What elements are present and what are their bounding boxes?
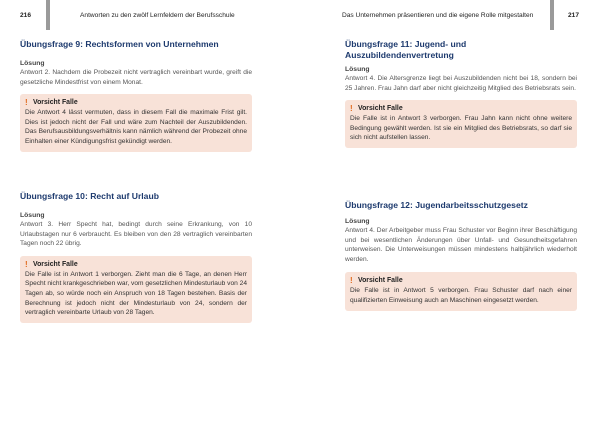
solution-label: Lösung — [345, 218, 370, 225]
trap-title-row — [350, 104, 572, 114]
section-title: Übungsfrage 12: Jugendarbeitsschutzgesetz — [345, 200, 528, 210]
trap-title: Vorsicht Falle — [358, 105, 403, 113]
solution-label: Lösung — [20, 60, 45, 67]
solution-label: Lösung — [345, 66, 370, 73]
trap-box — [345, 272, 577, 310]
section-9 — [20, 39, 252, 152]
trap-text: Die Antwort 4 lässt vermuten, dass in diesem Fall die maximale Frist gilt. Dies ist jedoch nicht der Fall und wäre zum Nachteil der Auszubildenden. Das Berufsausbildungsverhältnis kann nämlich während der Probezeit ohne Einhalten einer Kündigungsfrist gekündigt werden. — [25, 109, 247, 145]
trap-text: Die Falle ist in Antwort 5 verborgen. Frau Schuster darf nach einer qualifizierten Einweisung auch an Maschinen eingesetzt werden. — [350, 287, 572, 304]
trap-title: Vorsicht Falle — [358, 277, 403, 285]
section-10 — [20, 191, 252, 323]
trap-text: Die Falle ist in Antwort 1 verborgen. Zieht man die 6 Tage, an denen Herr Specht nicht krankgeschrieben war, vom gesetzlichen Mindesturlaub von 24 Tagen ab, so würde noch ein Anspruch von 18 Tagen bestehen. Basis der Berechnung ist jedoch nicht der Mindesturlaub von 24, sondern der vertraglich vereinbarte Urlaub von 28 Tagen. — [25, 270, 247, 317]
exclamation-icon: ! — [350, 104, 353, 114]
trap-title: Vorsicht Falle — [33, 99, 78, 107]
trap-box — [345, 100, 577, 148]
page-number: 216 — [20, 12, 32, 19]
header-bar — [550, 0, 554, 30]
right-page — [300, 0, 600, 426]
header-bar — [46, 0, 50, 30]
section-title: Übungsfrage 10: Recht auf Urlaub — [20, 191, 159, 201]
trap-box — [20, 94, 252, 151]
page-number: 217 — [568, 12, 580, 19]
exclamation-icon: ! — [350, 276, 353, 286]
section-12 — [345, 200, 577, 311]
answer-text: Antwort 4. Der Arbeitgeber muss Frau Schuster vor Beginn ihrer Beschäftigung und bei wesentlichen Änderungen über Unfall- und Gesundheitsgefahren unterweisen. Die Unterweisungen müssen mindestens halbjährlich wiederholt werden. — [345, 227, 577, 263]
answer-text: Antwort 2. Nachdem die Probezeit nicht vertraglich vereinbart wurde, greift die gesetzliche Mindestfrist von einem Monat. — [20, 69, 252, 86]
running-head: Das Unternehmen präsentieren und die eigene Rolle mitgestalten — [342, 12, 534, 19]
trap-title-row — [25, 260, 247, 270]
section-title: Übungsfrage 9: Rechtsformen von Unternehmen — [20, 39, 219, 49]
solution-label: Lösung — [20, 212, 45, 219]
answer-text: Antwort 3. Herr Specht hat, bedingt durch seine Erkrankung, von 10 Urlaubstagen nur 6 verbraucht. Es bleiben von den 28 vertraglich vereinbarten Tagen noch 22 übrig. — [20, 221, 252, 248]
exclamation-icon: ! — [25, 98, 28, 108]
section-11 — [345, 39, 577, 148]
trap-text: Die Falle ist in Antwort 3 verborgen. Frau Jahn kann nicht ohne weitere Bedingung gewählt werden. Ist sie ein Mitglied des Betriebsrats, so darf sie sich nicht aufstellen lassen. — [350, 115, 572, 142]
trap-title-row — [350, 276, 572, 286]
trap-title: Vorsicht Falle — [33, 260, 78, 268]
trap-title-row — [25, 98, 247, 108]
section-title: Übungsfrage 11: Jugend- und Auszubildendenvertretung — [345, 39, 467, 60]
running-head: Antworten zu den zwölf Lernfeldern der Berufsschule — [80, 12, 235, 19]
exclamation-icon: ! — [25, 259, 28, 269]
trap-box — [20, 256, 252, 323]
answer-text: Antwort 4. Die Altersgrenze liegt bei Auszubildenden nicht bei 18, sondern bei 25 Jahren. Frau Jahn darf aber nicht gleichzeitig Mitglied des Betriebsrats sein. — [345, 75, 577, 92]
